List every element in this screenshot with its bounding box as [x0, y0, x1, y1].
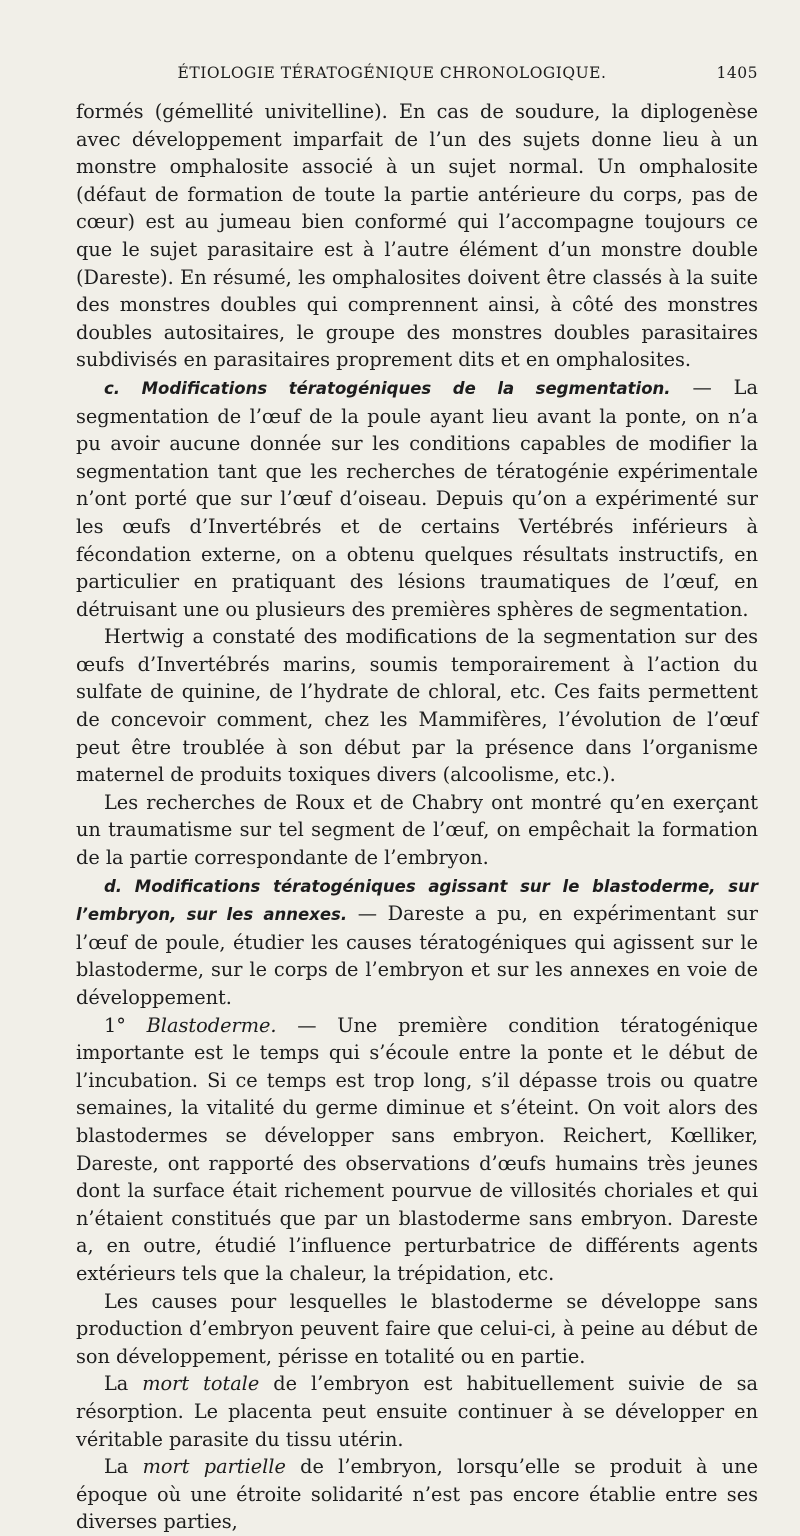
paragraph-text: — La segmentation de l’œuf de la poule ayant lieu avant la ponte, on n’a pu avoir aucune donnée sur les conditions capables de modifier la segmentation tant que les recherches de tératogénie expérimentale n’ont porté que sur l’œuf d’oiseau. Depuis qu’on a expérimenté sur les œufs d’Invertébrés et de certains Vertébrés inférieurs à fécondation externe, on a obtenu quelques résultats instructifs, en particulier en pratiquant des lésions traumatiques de l’œuf, en détruisant une ou plusieurs des premières sphères de segmentation. [76, 375, 758, 621]
section-heading-d: d. Modifications tératogéniques agissant sur le blastoderme, sur l’embryon, sur les annexes. [76, 876, 758, 925]
paragraph-causes: Les causes pour lesquelles le blastoderme se développe sans production d’embryon peuvent faire que celui-ci, à peine au début de son développement, périsse en totalité ou en partie. [76, 1289, 758, 1368]
paragraph-hertwig: Hertwig a constaté des modifications de la segmentation sur des œufs d’Invertébrés marins, soumis temporairement à l’action du sulfate de quinine, de l’hydrate de chloral, etc. Ces faits permettent de concevoir comment, chez les Mammifères, l’évolution de l’œuf peut être troublée à son début par la présence dans l’organisme maternel de produits toxiques divers (alcoolisme, etc.). [76, 625, 758, 787]
paragraph-prefix: La [104, 1455, 143, 1479]
paragraph-mort-partielle [76, 1453, 758, 1536]
subheading-blastoderme: Blastoderme. [146, 1013, 277, 1037]
page-number: 1405 [716, 64, 758, 82]
paragraph-text: — Une première condition tératogénique importante est le temps qui s’écoule entre la ponte et le début de l’incubation. Si ce temps est trop long, s’il dépasse trois ou quatre semaines, la vitalité du germe diminue et s’éteint. On voit alors des blastodermes se développer sans embryon. Reichert, Kœlliker, Dareste, ont rapporté des observations d’œufs humains très jeunes dont la surface était richement pourvue de villosités choriales et qui n’étaient constitués que par un blastoderme sans embryon. Dareste a, en outre, étudié l’influence perturbatrice de différents agents extérieurs tels que la chaleur, la trépidation, etc. [76, 1013, 758, 1285]
running-title: ÉTIOLOGIE TÉRATOGÉNIQUE CHRONOLOGIQUE. [177, 64, 607, 82]
term-mort-partielle: mort partielle [142, 1455, 286, 1479]
paragraph-text: — Dareste a pu, en expérimentant sur l’œuf de poule, étudier les causes tératogéniques qui agissent sur le blastoderme, sur le corps de l’embryon et sur les annexes en voie de développement. [76, 902, 758, 1009]
list-number: 1° [104, 1013, 147, 1037]
section-heading-c: c. Modifications tératogéniques de la segmentation. [104, 378, 671, 398]
term-mort-totale: mort totale [142, 1372, 260, 1396]
paragraph-prefix: La [104, 1372, 143, 1396]
paragraph-mort-totale [76, 1370, 758, 1453]
paragraph-blastoderme [76, 1012, 758, 1288]
body-text [76, 98, 758, 1536]
paragraph-omphalosites: formés (gémellité univitelline). En cas de soudure, la diplogenèse avec développement imparfait de l’un des sujets donne lieu à un monstre omphalosite associé à un sujet normal. Un omphalosite (défaut de formation de toute la partie antérieure du corps, pas de cœur) est au jumeau bien conformé qui l’accompagne toujours ce que le sujet parasitaire est à l’autre élément d’un monstre double (Dareste). En résumé, les omphalosites doivent être classés à la suite des monstres doubles qui comprennent ainsi, à côté des monstres doubles autositaires, le groupe des monstres doubles parasitaires subdivisés en parasitaires proprement dits et en omphalosites. [76, 100, 758, 372]
paragraph-blastoderme-embryon [76, 872, 758, 1012]
paragraph-text: de l’embryon est habituellement suivie de sa résorption. Le placenta peut ensuite continuer à se développer en véritable parasite du tissu utérin. [76, 1372, 758, 1451]
paragraph-segmentation [76, 374, 758, 623]
running-header [76, 64, 758, 88]
paragraph-roux-chabry: Les recherches de Roux et de Chabry ont montré qu’en exerçant un traumatisme sur tel segment de l’œuf, on empêchait la formation de la partie correspondante de l’embryon. [76, 790, 758, 870]
paragraph-text: de l’embryon, lorsqu’elle se produit à une époque où une étroite solidarité n’est pas encore établie entre ses diverses parties, [76, 1455, 758, 1534]
